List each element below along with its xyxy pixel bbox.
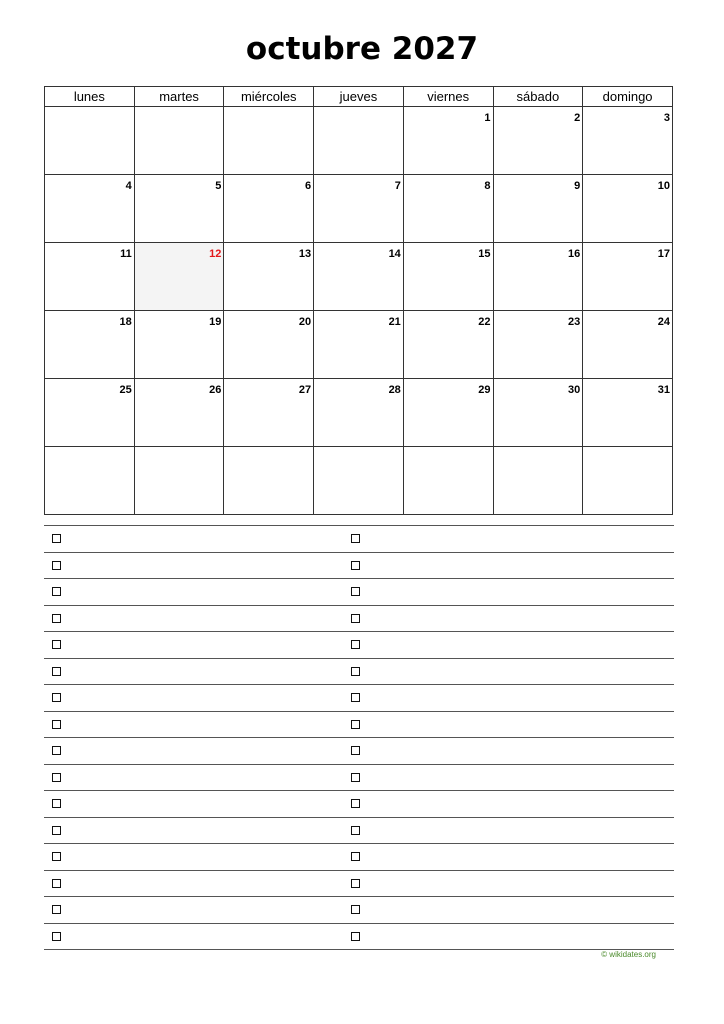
- checklist-row: [44, 685, 674, 712]
- calendar-day-cell[interactable]: [134, 379, 224, 447]
- calendar-day-cell[interactable]: [224, 311, 314, 379]
- checklist-row: [44, 526, 674, 553]
- checklist-row: [44, 791, 674, 818]
- calendar-day-cell[interactable]: [583, 311, 673, 379]
- calendar-day-cell[interactable]: [45, 107, 135, 175]
- checkbox-icon[interactable]: [52, 561, 61, 570]
- day-number: 11: [120, 248, 132, 260]
- checklist-row: [44, 871, 674, 898]
- weekday-header-row: [45, 87, 673, 107]
- day-number: [224, 107, 313, 112]
- calendar-grid: [44, 86, 673, 515]
- calendar-week-row: [45, 243, 673, 311]
- calendar-day-cell[interactable]: [45, 311, 135, 379]
- calendar-day-cell[interactable]: [134, 311, 224, 379]
- day-number: 31: [657, 384, 670, 396]
- day-number: 30: [567, 384, 581, 396]
- calendar-day-cell[interactable]: [314, 447, 404, 515]
- calendar-day-cell[interactable]: [314, 243, 404, 311]
- checklist-row: [44, 712, 674, 739]
- day-number: 15: [478, 248, 491, 260]
- day-number: 26: [209, 384, 222, 396]
- checkbox-icon[interactable]: [52, 879, 61, 888]
- checklist: [44, 525, 674, 950]
- day-number: [45, 107, 134, 112]
- day-number: 20: [298, 316, 312, 328]
- calendar-day-cell[interactable]: [403, 243, 493, 311]
- checkbox-icon[interactable]: [351, 720, 360, 729]
- weekday-friday: viernes: [403, 87, 493, 107]
- calendar-day-cell[interactable]: [493, 379, 583, 447]
- checklist-row: [44, 632, 674, 659]
- checkbox-icon[interactable]: [52, 640, 61, 649]
- calendar-day-cell[interactable]: [224, 175, 314, 243]
- day-number: 13: [298, 248, 312, 260]
- day-number: 7: [394, 180, 401, 192]
- day-number: 6: [304, 180, 312, 192]
- calendar-day-cell[interactable]: [583, 107, 673, 175]
- calendar-day-cell[interactable]: [403, 175, 493, 243]
- calendar-day-cell[interactable]: [45, 447, 135, 515]
- checkbox-icon[interactable]: [351, 852, 360, 861]
- day-number: 28: [388, 384, 401, 396]
- checklist-row: [44, 606, 674, 633]
- day-number: 4: [125, 180, 132, 192]
- calendar-day-cell[interactable]: [134, 107, 224, 175]
- calendar-day-cell[interactable]: [314, 379, 404, 447]
- checklist-row: [44, 818, 674, 845]
- checklist-row: [44, 553, 674, 580]
- calendar-day-cell[interactable]: [583, 379, 673, 447]
- day-number: [224, 447, 313, 452]
- calendar-week-row: [45, 379, 673, 447]
- calendar-day-cell[interactable]: [314, 311, 404, 379]
- checkbox-icon[interactable]: [52, 693, 61, 702]
- checkbox-icon[interactable]: [52, 614, 61, 623]
- checkbox-icon[interactable]: [351, 932, 360, 941]
- checkbox-icon[interactable]: [52, 667, 61, 676]
- calendar-week-row: [45, 107, 673, 175]
- checkbox-icon[interactable]: [351, 561, 360, 570]
- calendar-day-cell[interactable]: [224, 107, 314, 175]
- weekday-monday: lunes: [45, 87, 135, 107]
- weekday-wednesday: miércoles: [224, 87, 314, 107]
- calendar-day-cell[interactable]: [224, 379, 314, 447]
- weekday-tuesday: martes: [134, 87, 224, 107]
- checkbox-icon[interactable]: [52, 905, 61, 914]
- checklist-row: [44, 765, 674, 792]
- checkbox-icon[interactable]: [351, 614, 360, 623]
- day-number: [404, 447, 493, 452]
- calendar-day-cell[interactable]: [134, 447, 224, 515]
- checkbox-icon[interactable]: [52, 534, 61, 543]
- calendar-day-cell[interactable]: [403, 107, 493, 175]
- day-number: 22: [478, 316, 491, 328]
- day-number: 9: [574, 180, 581, 192]
- checkbox-icon[interactable]: [351, 826, 360, 835]
- day-number: 2: [574, 112, 581, 124]
- checkbox-icon[interactable]: [351, 746, 360, 755]
- day-number: 17: [657, 248, 670, 260]
- checklist-row: [44, 659, 674, 686]
- calendar-day-cell[interactable]: [493, 175, 583, 243]
- calendar-week-row: [45, 311, 673, 379]
- page-title: octubre 2027: [245, 31, 479, 67]
- calendar-day-cell[interactable]: [134, 243, 224, 311]
- calendar-week-row: [45, 175, 673, 243]
- calendar-day-cell[interactable]: [224, 447, 314, 515]
- day-number: 18: [119, 316, 132, 328]
- calendar-day-cell[interactable]: [583, 175, 673, 243]
- checkbox-icon[interactable]: [52, 720, 61, 729]
- day-number: 10: [657, 180, 670, 192]
- day-number: 27: [298, 384, 312, 396]
- day-number: [135, 447, 224, 452]
- day-number: 8: [484, 180, 491, 192]
- weekday-thursday: jueves: [314, 87, 404, 107]
- checklist-row: [44, 738, 674, 765]
- calendar-day-cell[interactable]: [45, 379, 135, 447]
- day-number: [45, 447, 134, 452]
- checkbox-icon[interactable]: [351, 773, 360, 782]
- calendar-week-row: [45, 447, 673, 515]
- checklist-row: [44, 844, 674, 871]
- calendar-day-cell[interactable]: [224, 243, 314, 311]
- calendar-day-cell[interactable]: [403, 311, 493, 379]
- checkbox-icon[interactable]: [351, 879, 360, 888]
- checklist-row: [44, 924, 674, 951]
- calendar-day-cell[interactable]: [493, 447, 583, 515]
- checklist-row: [44, 897, 674, 924]
- calendar-day-cell[interactable]: [45, 175, 135, 243]
- calendar-day-cell[interactable]: [583, 447, 673, 515]
- weekday-saturday: sábado: [493, 87, 583, 107]
- footer-credit: © wikidates.org: [601, 950, 656, 959]
- calendar-day-cell[interactable]: [314, 175, 404, 243]
- checkbox-icon[interactable]: [351, 667, 360, 676]
- day-number: 14: [388, 248, 401, 260]
- checkbox-icon[interactable]: [351, 799, 360, 808]
- day-number: [494, 447, 583, 452]
- day-number: 1: [484, 112, 491, 124]
- checklist-row: [44, 579, 674, 606]
- day-number: 5: [215, 180, 222, 192]
- calendar-day-cell[interactable]: [493, 107, 583, 175]
- day-number: 19: [209, 316, 222, 328]
- checkbox-icon[interactable]: [351, 640, 360, 649]
- calendar-day-cell[interactable]: [583, 243, 673, 311]
- checkbox-icon[interactable]: [52, 746, 61, 755]
- day-number: [314, 447, 403, 452]
- calendar-day-cell[interactable]: [403, 379, 493, 447]
- day-number: 12: [209, 248, 222, 260]
- day-number: [314, 107, 403, 112]
- day-number: [135, 107, 224, 112]
- checkbox-icon[interactable]: [351, 587, 360, 596]
- calendar-day-cell[interactable]: [134, 175, 224, 243]
- day-number: 25: [119, 384, 132, 396]
- calendar-day-cell[interactable]: [493, 243, 583, 311]
- day-number: [583, 447, 672, 452]
- checkbox-icon[interactable]: [52, 852, 61, 861]
- calendar-day-cell[interactable]: [314, 107, 404, 175]
- day-number: 24: [657, 316, 670, 328]
- checkbox-icon[interactable]: [351, 905, 360, 914]
- checkbox-icon[interactable]: [52, 826, 61, 835]
- checkbox-icon[interactable]: [52, 773, 61, 782]
- weekday-sunday: domingo: [583, 87, 673, 107]
- checkbox-icon[interactable]: [52, 799, 61, 808]
- day-number: 3: [663, 112, 670, 124]
- day-number: 23: [567, 316, 581, 328]
- day-number: 29: [478, 384, 491, 396]
- checkbox-icon[interactable]: [52, 932, 61, 941]
- calendar-day-cell[interactable]: [403, 447, 493, 515]
- checkbox-icon[interactable]: [351, 693, 360, 702]
- calendar-day-cell[interactable]: [493, 311, 583, 379]
- checkbox-icon[interactable]: [52, 587, 61, 596]
- day-number: 21: [388, 316, 401, 328]
- calendar-day-cell[interactable]: [45, 243, 135, 311]
- day-number: 16: [567, 248, 581, 260]
- checkbox-icon[interactable]: [351, 534, 360, 543]
